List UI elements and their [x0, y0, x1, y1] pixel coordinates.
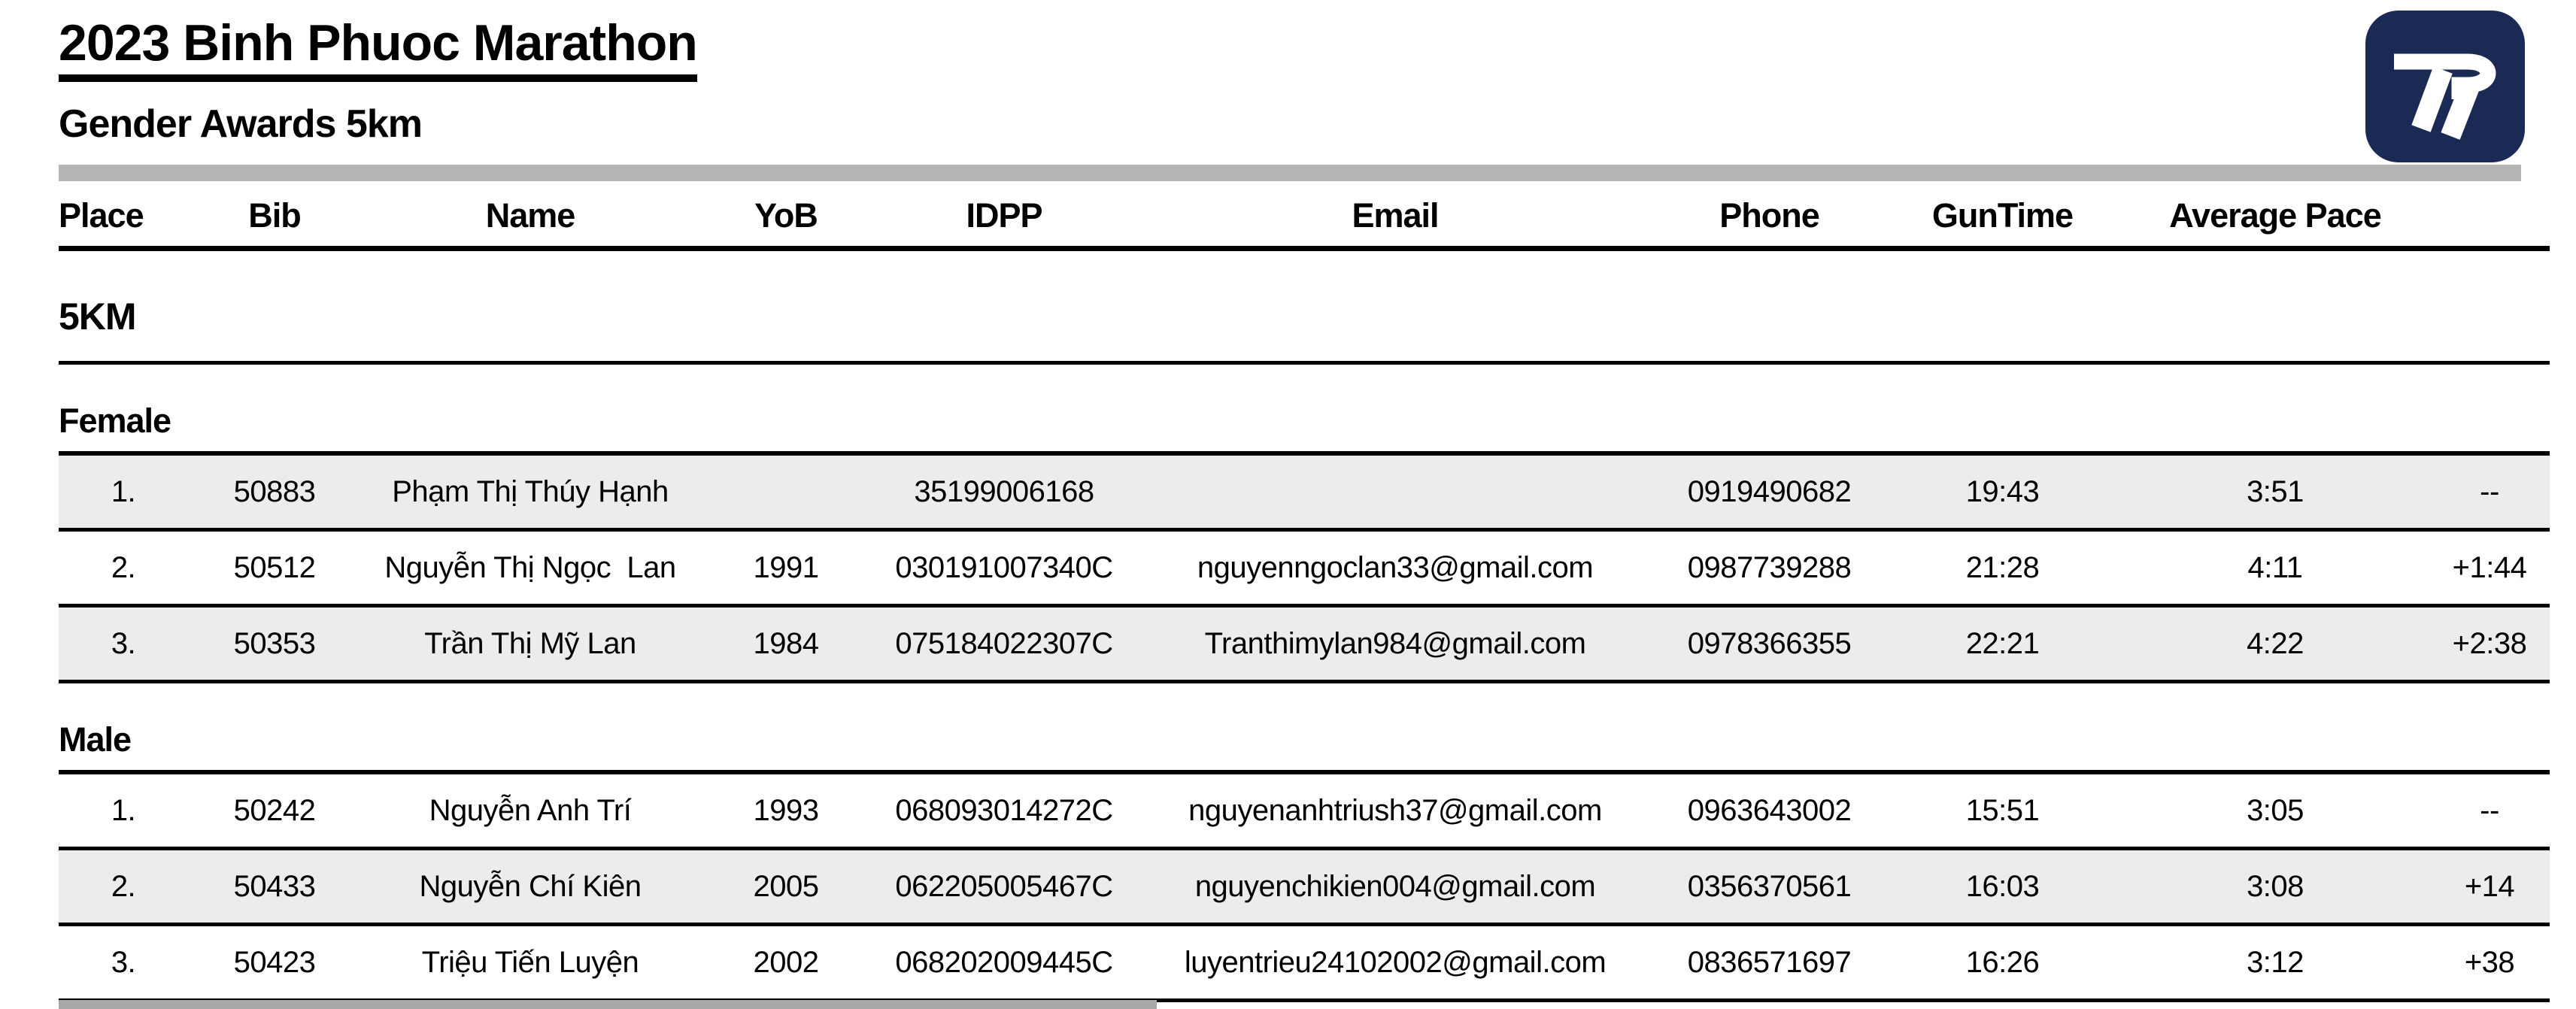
column-header-name: Name	[485, 196, 575, 235]
cell-phone: 0963643002	[1687, 793, 1852, 827]
cell-gap: +1:44	[2452, 550, 2527, 584]
cell-email: luyentrieu24102002@gmail.com	[1184, 945, 1607, 979]
cell-idpp: 075184022307C	[895, 626, 1113, 660]
column-header-idpp: IDPP	[966, 196, 1042, 235]
cell-bib: 50423	[233, 945, 316, 979]
cell-average-pace: 3:05	[2247, 793, 2304, 827]
cell-gap: +2:38	[2452, 626, 2527, 660]
cell-bib: 50512	[233, 550, 316, 584]
cell-name: Triệu Tiến Luyện	[421, 945, 639, 979]
cell-email: nguyenchikien004@gmail.com	[1194, 869, 1596, 903]
cell-yob: 1984	[753, 626, 819, 660]
column-header-yob: YoB	[754, 196, 818, 235]
title-divider-band	[59, 165, 2521, 181]
cell-name: Nguyễn Chí Kiên	[419, 869, 642, 903]
cell-idpp: 068093014272C	[895, 793, 1113, 827]
cell-place: 1.	[111, 474, 136, 508]
cell-phone: 0836571697	[1687, 945, 1852, 979]
cell-guntime: 15:51	[1965, 793, 2040, 827]
group-label-female: Female	[59, 401, 171, 441]
cell-bib: 50883	[233, 474, 316, 508]
column-header-guntime: GunTime	[1931, 196, 2074, 235]
cell-idpp: 068202009445C	[895, 945, 1113, 979]
cell-email: nguyenngoclan33@gmail.com	[1197, 550, 1594, 584]
tr-logo	[2365, 11, 2525, 162]
result-row	[59, 850, 2550, 926]
female-results-rows	[59, 451, 2550, 683]
column-header-phone: Phone	[1719, 196, 1819, 235]
cell-place: 3.	[111, 945, 136, 979]
section-divider-rule	[59, 361, 2550, 365]
page-subtitle: Gender Awards 5km	[59, 102, 422, 147]
result-row	[59, 456, 2550, 532]
cell-gap: +14	[2464, 869, 2515, 903]
cell-yob: 1993	[753, 793, 819, 827]
section-title-5km: 5KM	[59, 295, 136, 338]
tr-monogram-icon	[2365, 11, 2525, 162]
male-results-rows	[59, 770, 2550, 1002]
column-header-average-pace: Average Pace	[2169, 196, 2381, 235]
cell-bib: 50353	[233, 626, 316, 660]
result-row	[59, 774, 2550, 850]
cell-place: 1.	[111, 793, 136, 827]
column-header-email: Email	[1352, 196, 1439, 235]
cell-name: Phạm Thị Thúy Hạnh	[392, 474, 669, 508]
cell-email: Tranthimylan984@gmail.com	[1204, 626, 1586, 660]
cell-email: nguyenanhtriush37@gmail.com	[1188, 793, 1602, 827]
cell-phone: 0987739288	[1687, 550, 1852, 584]
cell-guntime: 21:28	[1965, 550, 2040, 584]
cell-guntime: 16:26	[1965, 945, 2040, 979]
cell-yob: 2002	[753, 945, 819, 979]
cell-bib: 50433	[233, 869, 316, 903]
cell-average-pace: 3:12	[2247, 945, 2304, 979]
cell-average-pace: 4:11	[2247, 550, 2303, 584]
cutoff-next-row-band	[59, 1000, 1157, 1009]
cell-yob: 2005	[753, 869, 819, 903]
cell-place: 2.	[111, 550, 136, 584]
result-row	[59, 926, 2550, 1002]
cell-name: Trần Thị Mỹ Lan	[424, 626, 636, 660]
group-label-male: Male	[59, 720, 132, 759]
cell-guntime: 16:03	[1965, 869, 2040, 903]
cell-place: 3.	[111, 626, 136, 660]
page-title: 2023 Binh Phuoc Marathon	[59, 17, 697, 82]
table-header-row	[59, 181, 2550, 251]
cell-guntime: 19:43	[1965, 474, 2040, 508]
result-row	[59, 532, 2550, 608]
cell-idpp: 062205005467C	[895, 869, 1113, 903]
cell-phone: 0978366355	[1687, 626, 1852, 660]
cell-idpp: 35199006168	[914, 474, 1094, 508]
cell-phone: 0356370561	[1687, 869, 1852, 903]
cell-guntime: 22:21	[1965, 626, 2040, 660]
cell-average-pace: 4:22	[2247, 626, 2304, 660]
cell-idpp: 030191007340C	[895, 550, 1113, 584]
column-header-place: Place	[59, 196, 144, 235]
cell-phone: 0919490682	[1687, 474, 1852, 508]
cell-gap: --	[2480, 474, 2499, 508]
cell-name: Nguyễn Anh Trí	[429, 793, 632, 827]
cell-average-pace: 3:08	[2247, 869, 2304, 903]
cell-average-pace: 3:51	[2247, 474, 2304, 508]
cell-place: 2.	[111, 869, 136, 903]
cell-bib: 50242	[233, 793, 316, 827]
cell-gap: --	[2480, 793, 2499, 827]
column-header-bib: Bib	[248, 196, 301, 235]
cell-yob: 1991	[753, 550, 819, 584]
result-row	[59, 608, 2550, 683]
cell-name: Nguyễn Thị Ngọc Lan	[384, 550, 676, 584]
cell-gap: +38	[2464, 945, 2515, 979]
column-header-gap	[2429, 196, 2550, 235]
